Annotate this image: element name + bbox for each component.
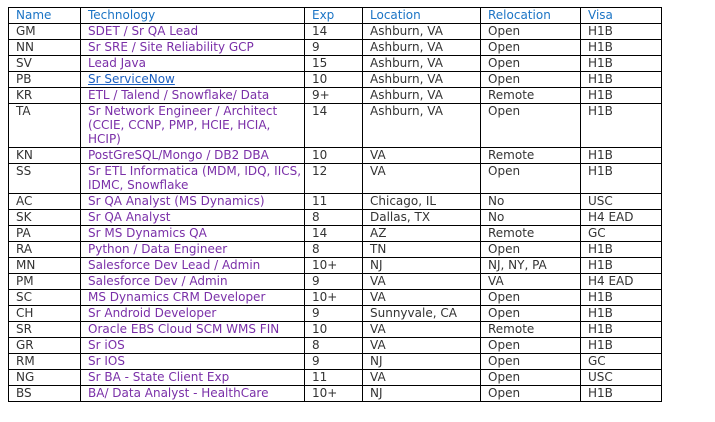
cell-technology: MS Dynamics CRM Developer <box>81 290 305 306</box>
cell-visa: H1B <box>581 104 662 148</box>
cell-visa: H1B <box>581 72 662 88</box>
cell-location: VA <box>363 370 481 386</box>
cell-location: Ashburn, VA <box>363 104 481 148</box>
cell-location: Ashburn, VA <box>363 88 481 104</box>
cell-location: VA <box>363 338 481 354</box>
cell-visa: H4 EAD <box>581 210 662 226</box>
cell-exp: 9 <box>305 306 363 322</box>
cell-technology: Oracle EBS Cloud SCM WMS FIN <box>81 322 305 338</box>
cell-location: AZ <box>363 226 481 242</box>
cell-name: SR <box>9 322 81 338</box>
cell-exp: 8 <box>305 210 363 226</box>
cell-relocation: Remote <box>481 148 581 164</box>
cell-visa: USC <box>581 194 662 210</box>
cell-technology: Sr QA Analyst (MS Dynamics) <box>81 194 305 210</box>
cell-relocation: No <box>481 194 581 210</box>
cell-visa: H1B <box>581 242 662 258</box>
cell-exp: 10+ <box>305 290 363 306</box>
cell-visa: H1B <box>581 290 662 306</box>
cell-visa: GC <box>581 354 662 370</box>
cell-name: SC <box>9 290 81 306</box>
cell-location: VA <box>363 274 481 290</box>
cell-technology <box>81 72 305 88</box>
header-relocation: Relocation <box>481 8 581 24</box>
cell-technology: Sr ETL Informatica (MDM, IDQ, IICS, IDMC, Snowflake <box>81 164 305 194</box>
cell-visa: H1B <box>581 322 662 338</box>
cell-visa: H1B <box>581 40 662 56</box>
table-row <box>9 148 662 164</box>
cell-name: RM <box>9 354 81 370</box>
cell-relocation: Open <box>481 56 581 72</box>
cell-technology: Sr Android Developer <box>81 306 305 322</box>
cell-exp: 10+ <box>305 258 363 274</box>
candidates-table <box>8 7 662 402</box>
cell-relocation: Open <box>481 386 581 402</box>
header-exp: Exp <box>305 8 363 24</box>
cell-relocation: Remote <box>481 226 581 242</box>
cell-visa: H1B <box>581 338 662 354</box>
cell-relocation: Remote <box>481 322 581 338</box>
cell-name: NN <box>9 40 81 56</box>
cell-name: PB <box>9 72 81 88</box>
cell-location: TN <box>363 242 481 258</box>
cell-exp: 12 <box>305 164 363 194</box>
cell-exp: 14 <box>305 226 363 242</box>
cell-visa: H4 EAD <box>581 274 662 290</box>
cell-exp: 8 <box>305 338 363 354</box>
cell-name: KR <box>9 88 81 104</box>
cell-technology: Sr IOS <box>81 354 305 370</box>
cell-location: Ashburn, VA <box>363 40 481 56</box>
cell-exp: 9 <box>305 40 363 56</box>
cell-name: SK <box>9 210 81 226</box>
cell-exp: 14 <box>305 104 363 148</box>
cell-exp: 10+ <box>305 386 363 402</box>
header-location: Location <box>363 8 481 24</box>
cell-relocation: Open <box>481 242 581 258</box>
cell-technology: Python / Data Engineer <box>81 242 305 258</box>
table-row <box>9 258 662 274</box>
cell-location: NJ <box>363 354 481 370</box>
cell-exp: 10 <box>305 72 363 88</box>
cell-exp: 8 <box>305 242 363 258</box>
cell-visa: H1B <box>581 88 662 104</box>
cell-technology: BA/ Data Analyst - HealthCare <box>81 386 305 402</box>
cell-relocation: Open <box>481 24 581 40</box>
cell-exp: 11 <box>305 194 363 210</box>
header-visa: Visa <box>581 8 662 24</box>
cell-exp: 15 <box>305 56 363 72</box>
table-row <box>9 354 662 370</box>
cell-relocation: Open <box>481 164 581 194</box>
cell-exp: 9 <box>305 274 363 290</box>
table-row <box>9 306 662 322</box>
cell-name: NG <box>9 370 81 386</box>
cell-visa: USC <box>581 370 662 386</box>
cell-exp: 10 <box>305 322 363 338</box>
table-row <box>9 56 662 72</box>
cell-name: CH <box>9 306 81 322</box>
table-row <box>9 226 662 242</box>
cell-name: SS <box>9 164 81 194</box>
cell-location: Sunnyvale, CA <box>363 306 481 322</box>
cell-technology: Sr MS Dynamics QA <box>81 226 305 242</box>
cell-technology: Sr SRE / Site Reliability GCP <box>81 40 305 56</box>
cell-location: Dallas, TX <box>363 210 481 226</box>
cell-location: NJ <box>363 258 481 274</box>
header-name: Name <box>9 8 81 24</box>
cell-technology: PostGreSQL/Mongo / DB2 DBA <box>81 148 305 164</box>
cell-technology: Salesforce Dev Lead / Admin <box>81 258 305 274</box>
table-row <box>9 338 662 354</box>
cell-exp: 9 <box>305 354 363 370</box>
cell-exp: 9+ <box>305 88 363 104</box>
cell-name: MN <box>9 258 81 274</box>
cell-relocation: Open <box>481 306 581 322</box>
cell-exp: 11 <box>305 370 363 386</box>
cell-visa: H1B <box>581 164 662 194</box>
cell-exp: 14 <box>305 24 363 40</box>
cell-visa: H1B <box>581 148 662 164</box>
cell-technology: Sr Network Engineer / Architect (CCIE, CCNP, PMP, HCIE, HCIA, HCIP) <box>81 104 305 148</box>
table-row <box>9 322 662 338</box>
table-row <box>9 40 662 56</box>
cell-location: Ashburn, VA <box>363 24 481 40</box>
cell-location: NJ <box>363 386 481 402</box>
table-row <box>9 386 662 402</box>
cell-name: GM <box>9 24 81 40</box>
cell-relocation: Open <box>481 354 581 370</box>
header-row <box>9 8 662 24</box>
cell-name: SV <box>9 56 81 72</box>
cell-relocation: NJ, NY, PA <box>481 258 581 274</box>
cell-technology: Lead Java <box>81 56 305 72</box>
cell-location: VA <box>363 290 481 306</box>
cell-visa: H1B <box>581 24 662 40</box>
cell-relocation: No <box>481 210 581 226</box>
cell-relocation: VA <box>481 274 581 290</box>
cell-relocation: Open <box>481 40 581 56</box>
table-row <box>9 242 662 258</box>
table-row <box>9 104 662 148</box>
table-row <box>9 24 662 40</box>
cell-relocation: Open <box>481 72 581 88</box>
cell-location: Ashburn, VA <box>363 72 481 88</box>
cell-technology: Sr BA - State Client Exp <box>81 370 305 386</box>
cell-technology: Sr QA Analyst <box>81 210 305 226</box>
cell-technology: SDET / Sr QA Lead <box>81 24 305 40</box>
cell-name: BS <box>9 386 81 402</box>
table-row <box>9 194 662 210</box>
cell-visa: H1B <box>581 306 662 322</box>
table-row <box>9 274 662 290</box>
cell-exp: 10 <box>305 148 363 164</box>
cell-visa: H1B <box>581 258 662 274</box>
table-row <box>9 290 662 306</box>
cell-relocation: Open <box>481 290 581 306</box>
cell-technology: Sr iOS <box>81 338 305 354</box>
cell-relocation: Open <box>481 338 581 354</box>
cell-technology: ETL / Talend / Snowflake/ Data <box>81 88 305 104</box>
cell-relocation: Open <box>481 104 581 148</box>
cell-relocation: Open <box>481 370 581 386</box>
cell-relocation: Remote <box>481 88 581 104</box>
cell-name: GR <box>9 338 81 354</box>
cell-visa: GC <box>581 226 662 242</box>
technology-link[interactable]: Sr ServiceNow <box>88 72 175 86</box>
cell-location: VA <box>363 148 481 164</box>
table-row <box>9 370 662 386</box>
table-row <box>9 88 662 104</box>
cell-visa: H1B <box>581 386 662 402</box>
cell-location: Chicago, IL <box>363 194 481 210</box>
cell-name: TA <box>9 104 81 148</box>
table-row <box>9 72 662 88</box>
cell-name: KN <box>9 148 81 164</box>
cell-location: Ashburn, VA <box>363 56 481 72</box>
table-row <box>9 164 662 194</box>
table-row <box>9 210 662 226</box>
cell-location: VA <box>363 322 481 338</box>
cell-name: AC <box>9 194 81 210</box>
header-technology: Technology <box>81 8 305 24</box>
cell-visa: H1B <box>581 56 662 72</box>
cell-name: PM <box>9 274 81 290</box>
cell-location: VA <box>363 164 481 194</box>
cell-name: PA <box>9 226 81 242</box>
cell-name: RA <box>9 242 81 258</box>
cell-technology: Salesforce Dev / Admin <box>81 274 305 290</box>
